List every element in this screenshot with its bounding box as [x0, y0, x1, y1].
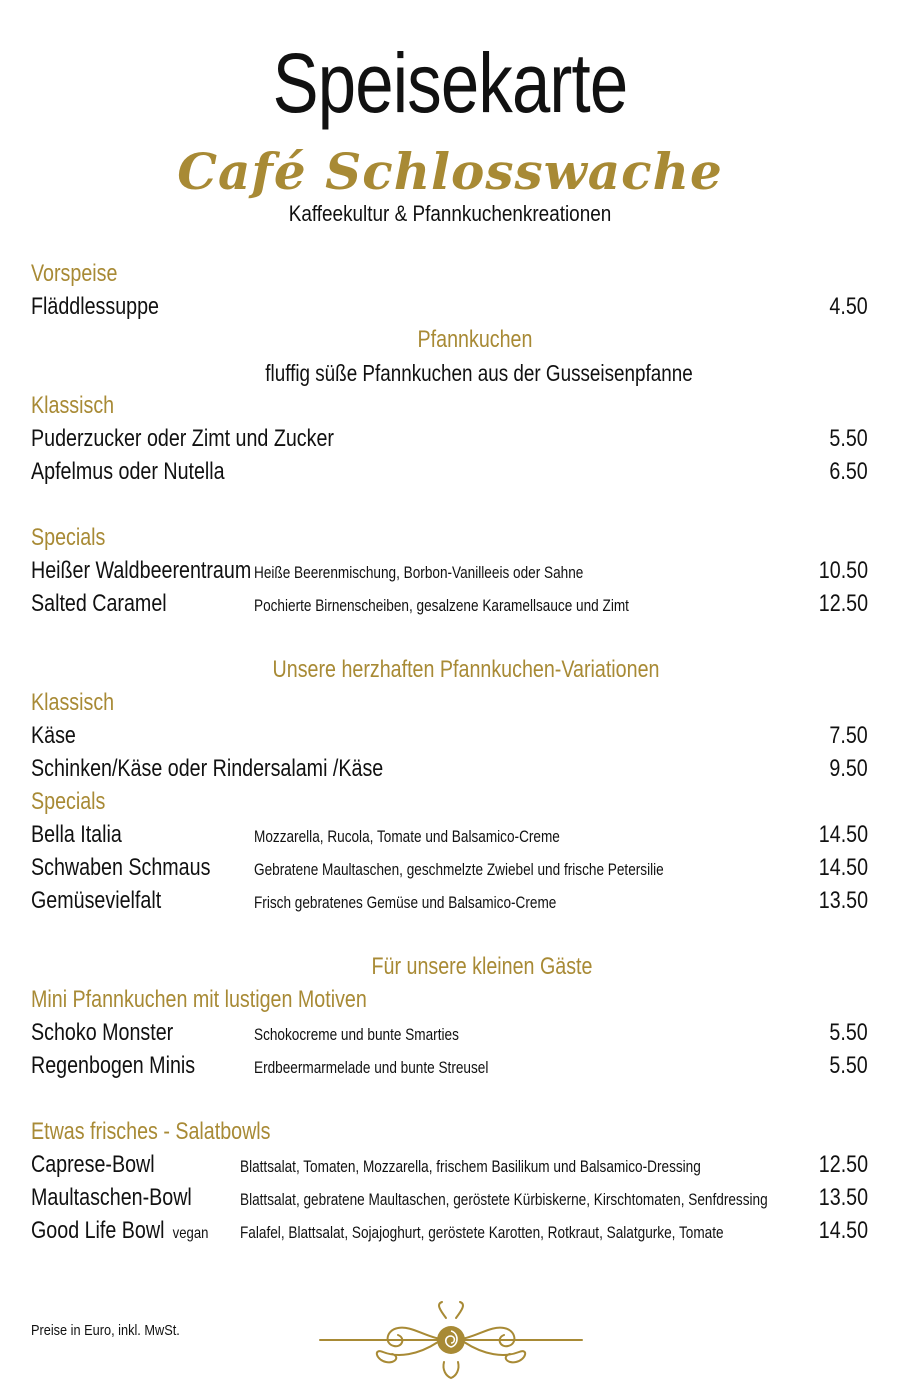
item-price: 5.50 [829, 1019, 868, 1046]
item-name: Heißer Waldbeerentraum [31, 557, 252, 584]
cafe-name: Café Schlosswache [177, 142, 723, 201]
item-price: 9.50 [829, 755, 868, 782]
item-price: 6.50 [829, 458, 868, 485]
menu-item [31, 886, 871, 916]
item-description: Blattsalat, Tomaten, Mozzarella, frischem Basilikum und Balsamico-Dressing [240, 1157, 701, 1176]
item-name-with-tag [31, 1216, 208, 1249]
menu-item [31, 1216, 871, 1246]
item-name: Maultaschen-Bowl [31, 1184, 192, 1211]
section-heading-salat: Etwas frisches - Salatbowls [31, 1118, 271, 1145]
item-description: Erdbeermarmelade und bunte Streusel [254, 1058, 489, 1077]
item-description: Mozzarella, Rucola, Tomate und Balsamico-Creme [254, 827, 560, 846]
vegan-tag: vegan [172, 1225, 209, 1242]
item-price: 5.50 [829, 1052, 868, 1079]
item-price: 14.50 [818, 821, 868, 848]
item-description: Heiße Beerenmischung, Borbon-Vanilleeis oder Sahne [254, 563, 584, 582]
page-title: Speisekarte [272, 36, 628, 130]
item-name: Caprese-Bowl [31, 1151, 155, 1178]
subsection-heading-mini: Mini Pfannkuchen mit lustigen Motiven [31, 986, 367, 1013]
item-name: Fläddlessuppe [31, 293, 160, 320]
item-price: 14.50 [818, 1217, 868, 1244]
item-name: Apfelmus oder Nutella [31, 458, 225, 485]
item-name: Good Life Bowl [31, 1217, 165, 1244]
menu-item [31, 457, 871, 487]
item-price: 13.50 [818, 1184, 868, 1211]
price-note: Preise in Euro, inkl. MwSt. [31, 1322, 180, 1339]
item-name: Schwaben Schmaus [31, 854, 211, 881]
item-name: Regenbogen Minis [31, 1052, 196, 1079]
section-subtitle: fluffig süße Pfannkuchen aus der Gusseisenpfanne [265, 360, 693, 386]
item-price: 14.50 [818, 854, 868, 881]
section-heading-pfannkuchen: Pfannkuchen [417, 326, 533, 353]
item-name: Käse [31, 722, 76, 749]
menu-item [31, 1183, 871, 1213]
item-price: 5.50 [829, 425, 868, 452]
menu-item [31, 1018, 871, 1048]
section-heading-herzhaft: Unsere herzhaften Pfannkuchen-Variationen [272, 656, 660, 683]
item-name: Bella Italia [31, 821, 122, 848]
item-name: Salted Caramel [31, 590, 167, 617]
item-description: Blattsalat, gebratene Maultaschen, geröstete Kürbiskerne, Kirschtomaten, Senfdressing [240, 1190, 768, 1209]
menu-item [31, 820, 871, 850]
subsection-heading-specials: Specials [31, 788, 106, 815]
menu-item [31, 754, 871, 784]
item-name: Schoko Monster [31, 1019, 174, 1046]
menu-item [31, 556, 871, 586]
item-description: Frisch gebratenes Gemüse und Balsamico-Creme [254, 893, 557, 912]
menu-item [31, 853, 871, 883]
item-price: 4.50 [829, 293, 868, 320]
item-name: Gemüsevielfalt [31, 887, 162, 914]
rose-flourish-icon [318, 1300, 584, 1380]
menu-item [31, 292, 871, 322]
menu-item [31, 1150, 871, 1180]
item-description: Pochierte Birnenscheiben, gesalzene Karamellsauce und Zimt [254, 596, 629, 615]
subsection-heading-klassisch: Klassisch [31, 392, 115, 419]
item-description: Gebratene Maultaschen, geschmelzte Zwiebel und frische Petersilie [254, 860, 664, 879]
item-price: 13.50 [818, 887, 868, 914]
menu-item [31, 721, 871, 751]
subsection-heading-specials: Specials [31, 524, 106, 551]
menu-item [31, 424, 871, 454]
item-name: Puderzucker oder Zimt und Zucker [31, 425, 334, 452]
item-description: Falafel, Blattsalat, Sojajoghurt, geröstete Karotten, Rotkraut, Salatgurke, Tomate [240, 1223, 724, 1242]
item-price: 10.50 [818, 557, 868, 584]
menu-item [31, 1051, 871, 1081]
tagline: Kaffeekultur & Pfannkuchenkreationen [288, 201, 612, 226]
item-price: 7.50 [829, 722, 868, 749]
section-heading-vorspeise: Vorspeise [31, 260, 118, 287]
item-name: Schinken/Käse oder Rindersalami /Käse [31, 755, 384, 782]
subsection-heading-klassisch: Klassisch [31, 689, 115, 716]
item-description: Schokocreme und bunte Smarties [254, 1025, 459, 1044]
section-heading-kinder: Für unsere kleinen Gäste [371, 953, 593, 980]
item-price: 12.50 [818, 590, 868, 617]
item-price: 12.50 [818, 1151, 868, 1178]
menu-item [31, 589, 871, 619]
